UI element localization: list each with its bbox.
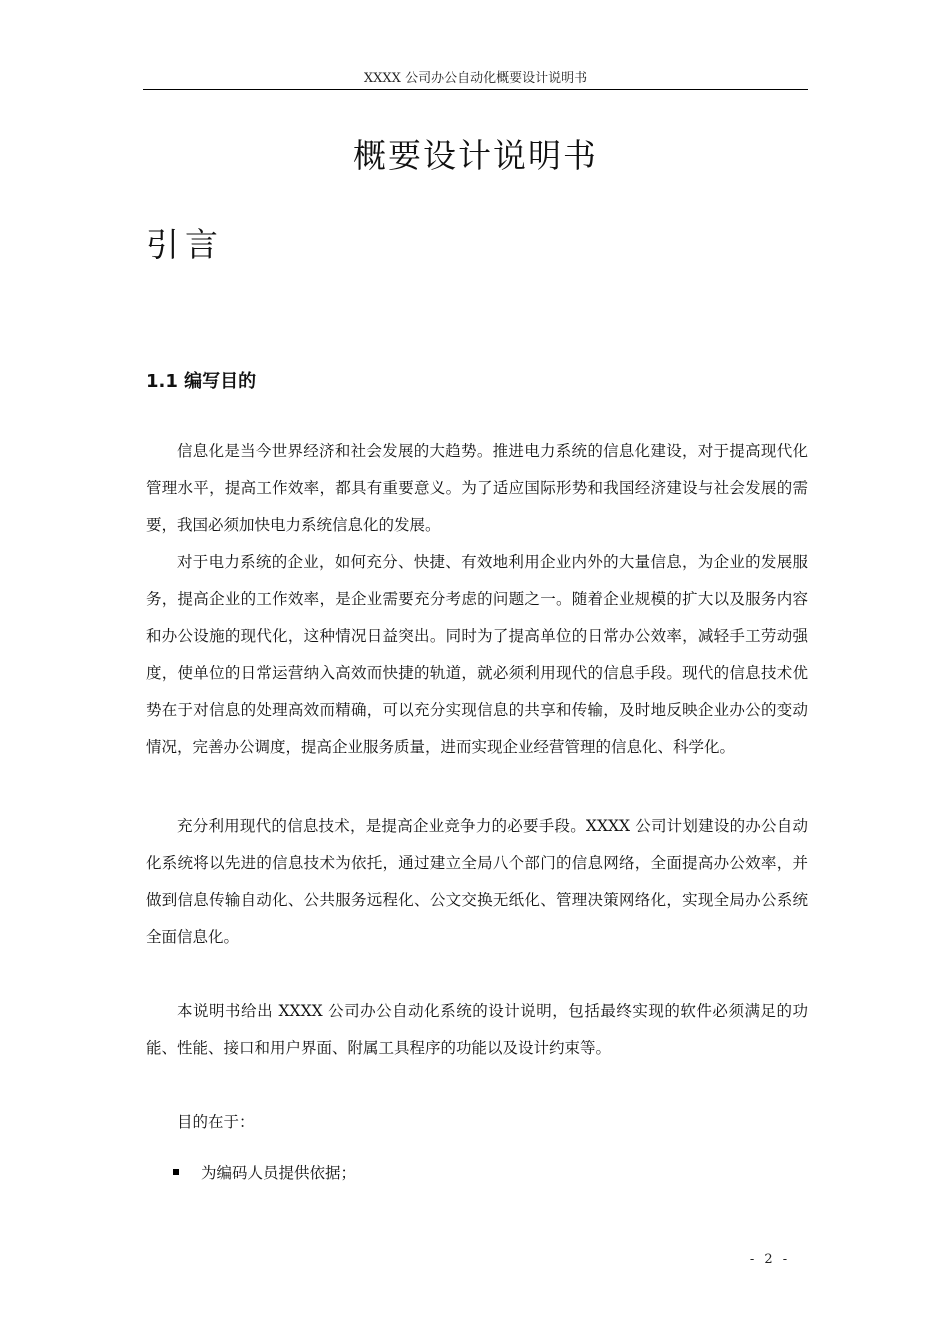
- page-number: - 2 -: [749, 1252, 791, 1267]
- paragraph: 目的在于：: [177, 1113, 255, 1131]
- header-rule: [143, 89, 808, 90]
- square-bullet-icon: [173, 1169, 179, 1175]
- chapter-heading: 引言: [146, 225, 224, 264]
- paragraph: 本说明书给出 XXXX 公司办公自动化系统的设计说明，包括最终实现的软件必须满足的功能、性能、接口和用户界面、附属工具程序的功能以及设计约束等。: [146, 1002, 808, 1057]
- paragraph: 对于电力系统的企业，如何充分、快捷、有效地利用企业内外的大量信息，为企业的发展服务，提高企业的工作效率，是企业需要充分考虑的问题之一。随着企业规模的扩大以及服务内容和办公设施的现代化，这种情况日益突出。同时为了提高单位的日常办公效率，减轻手工劳动强度，使单位的日常运营纳入高效而快捷的轨道，就必须利用现代的信息手段。现代的信息技术优势在于对信息的处理高效而精确，可以充分实现信息的共享和传输，及时地反映企业办公的变动情况，完善办公调度，提高企业服务质量，进而实现企业经营管理的信息化、科学化。: [146, 553, 808, 756]
- section-heading: 1.1 编写目的: [146, 371, 257, 392]
- running-header: XXXX 公司办公自动化概要设计说明书: [363, 71, 588, 86]
- document-title: 概要设计说明书: [353, 136, 598, 175]
- paragraph: 充分利用现代的信息技术，是提高企业竞争力的必要手段。XXXX 公司计划建设的办公自动化系统将以先进的信息技术为依托，通过建立全局八个部门的信息网络，全面提高办公效率，并做到信息传输自动化、公共服务远程化、公文交换无纸化、管理决策网络化，实现全局办公系统全面信息化。: [146, 817, 808, 946]
- list-item: [173, 1155, 356, 1192]
- list-item-text: 为编码人员提供依据；: [201, 1164, 357, 1182]
- paragraph: 信息化是当今世界经济和社会发展的大趋势。推进电力系统的信息化建设，对于提高现代化管理水平，提高工作效率，都具有重要意义。为了适应国际形势和我国经济建设与社会发展的需要，我国必须加快电力系统信息化的发展。: [146, 442, 808, 534]
